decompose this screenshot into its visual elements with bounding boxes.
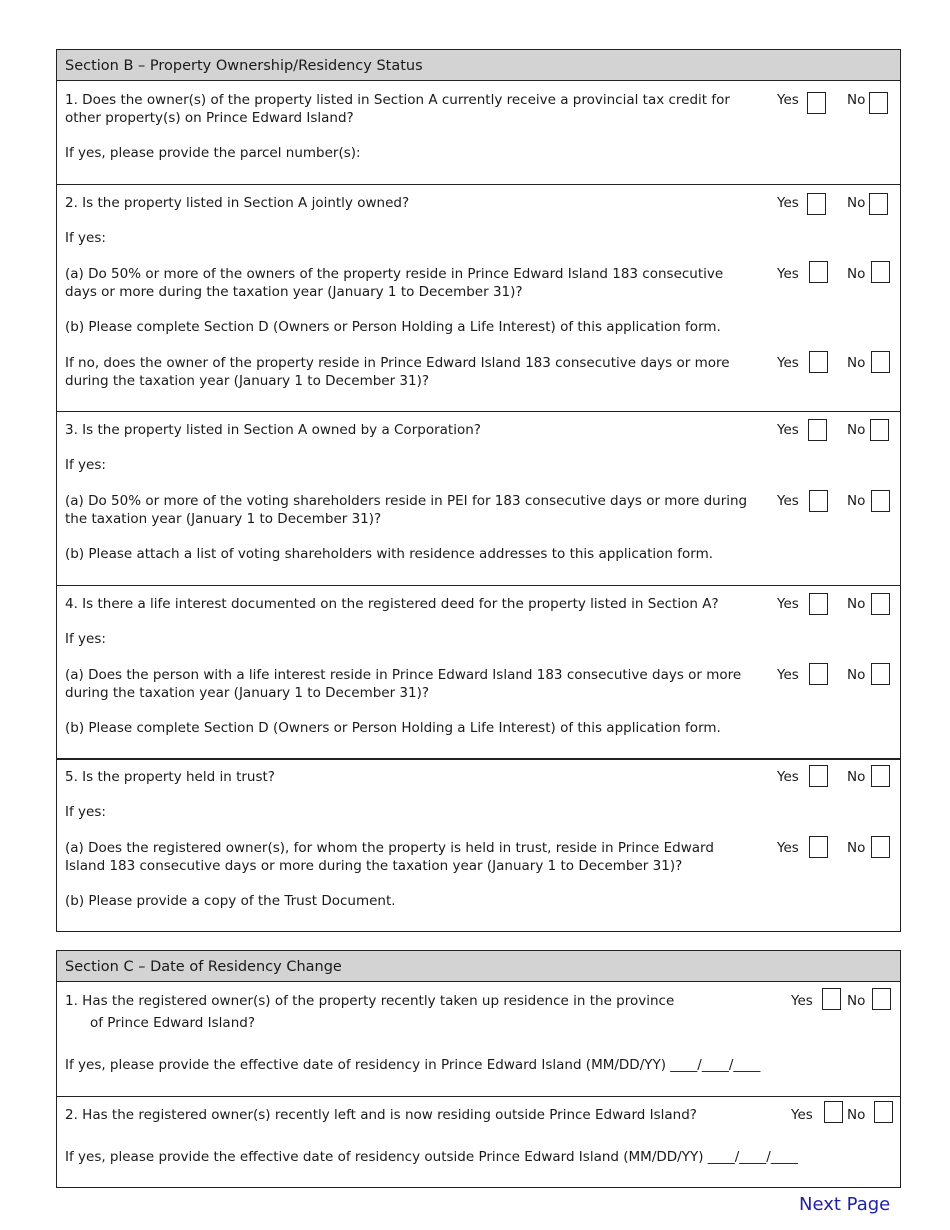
- q4a-no-label: No: [847, 667, 866, 683]
- q5a-no-checkbox[interactable]: [871, 836, 890, 858]
- q5a-no-label: No: [847, 840, 866, 856]
- q3-no-checkbox[interactable]: [870, 419, 889, 441]
- c1-text-line1: 1. Has the registered owner(s) of the property recently taken up residence in the province: [65, 993, 675, 1009]
- q4-yes-checkbox[interactable]: [809, 593, 828, 615]
- c2-text: 2. Has the registered owner(s) recently left and is now residing outside Prince Edward Island?: [65, 1107, 697, 1123]
- q2-no-text-line1: If no, does the owner of the property reside in Prince Edward Island 183 consecutive days or more: [65, 355, 730, 371]
- c1-no-label: No: [847, 993, 866, 1009]
- q3-yes-label: Yes: [777, 422, 799, 438]
- q5a-text-line2: Island 183 consecutive days or more during the taxation year (January 1 to December 31)?: [65, 858, 683, 874]
- q2-no-followup-yes-checkbox[interactable]: [809, 351, 828, 373]
- q4a-yes-label: Yes: [777, 667, 799, 683]
- q1-yes-checkbox[interactable]: [807, 92, 826, 114]
- q3b-text: (b) Please attach a list of voting shareholders with residence addresses to this application form.: [65, 546, 714, 562]
- c2-yes-checkbox[interactable]: [824, 1101, 843, 1123]
- q3-text: 3. Is the property listed in Section A owned by a Corporation?: [65, 422, 481, 438]
- q3a-no-label: No: [847, 493, 866, 509]
- q2-no-followup-no-checkbox[interactable]: [871, 351, 890, 373]
- q2-no-text-line2: during the taxation year (January 1 to December 31)?: [65, 373, 430, 389]
- q3a-no-checkbox[interactable]: [871, 490, 890, 512]
- q5a-yes-checkbox[interactable]: [809, 836, 828, 858]
- q1-yes-label: Yes: [777, 92, 799, 108]
- divider: [57, 1096, 900, 1097]
- q5-yes-checkbox[interactable]: [809, 765, 828, 787]
- c1-text-line2: of Prince Edward Island?: [90, 1015, 255, 1031]
- q2-no-followup-yes-label: Yes: [777, 355, 799, 371]
- q1-parcel-prompt: If yes, please provide the parcel number(s):: [65, 145, 361, 161]
- section-b-panel: [56, 49, 901, 759]
- q2-no-followup-no-label: No: [847, 355, 866, 371]
- q3a-text-line2: the taxation year (January 1 to December 31)?: [65, 511, 382, 527]
- q1-text-line1: 1. Does the owner(s) of the property listed in Section A currently receive a provincial tax credit for: [65, 92, 730, 108]
- q3a-text-line1: (a) Do 50% or more of the voting shareholders reside in PEI for 183 consecutive days or more during: [65, 493, 748, 509]
- q2a-text-line2: days or more during the taxation year (January 1 to December 31)?: [65, 284, 523, 300]
- q2-yes-checkbox[interactable]: [807, 193, 826, 215]
- q5-no-label: No: [847, 769, 866, 785]
- q4-yes-label: Yes: [777, 596, 799, 612]
- section-c-panel: [56, 950, 901, 1188]
- c2-no-checkbox[interactable]: [874, 1101, 893, 1123]
- q2a-yes-label: Yes: [777, 266, 799, 282]
- q2-text: 2. Is the property listed in Section A jointly owned?: [65, 195, 410, 211]
- q2-no-label: No: [847, 195, 866, 211]
- q5b-text: (b) Please provide a copy of the Trust Document.: [65, 893, 396, 909]
- section-b-header: Section B – Property Ownership/Residency Status: [57, 50, 900, 81]
- q3-if-yes: If yes:: [65, 457, 106, 473]
- q4-no-label: No: [847, 596, 866, 612]
- section-b-q5-panel: [56, 759, 901, 932]
- q1-no-label: No: [847, 92, 866, 108]
- q2a-text-line1: (a) Do 50% or more of the owners of the property reside in Prince Edward Island 183 consecutive: [65, 266, 724, 282]
- q3a-yes-label: Yes: [777, 493, 799, 509]
- q4-no-checkbox[interactable]: [871, 593, 890, 615]
- q2a-yes-checkbox[interactable]: [809, 261, 828, 283]
- q1-no-checkbox[interactable]: [869, 92, 888, 114]
- q2-if-yes: If yes:: [65, 230, 106, 246]
- q3-no-label: No: [847, 422, 866, 438]
- divider: [57, 585, 900, 586]
- q2a-no-label: No: [847, 266, 866, 282]
- q4a-text-line1: (a) Does the person with a life interest reside in Prince Edward Island 183 consecutive days or more: [65, 667, 742, 683]
- c2-date-prompt: If yes, please provide the effective date of residency outside Prince Edward Island (MM/DD/YY) ____/____/____: [65, 1149, 798, 1165]
- next-page-link[interactable]: Next Page: [799, 1194, 891, 1215]
- q2-no-checkbox[interactable]: [869, 193, 888, 215]
- q4a-text-line2: during the taxation year (January 1 to December 31)?: [65, 685, 430, 701]
- q4a-yes-checkbox[interactable]: [809, 663, 828, 685]
- q2b-text: (b) Please complete Section D (Owners or Person Holding a Life Interest) of this application form.: [65, 319, 721, 335]
- q5-if-yes: If yes:: [65, 804, 106, 820]
- section-c-header: Section C – Date of Residency Change: [57, 951, 900, 982]
- q4b-text: (b) Please complete Section D (Owners or Person Holding a Life Interest) of this application form.: [65, 720, 721, 736]
- c1-date-prompt: If yes, please provide the effective date of residency in Prince Edward Island (MM/DD/YY) ____/____/____: [65, 1057, 761, 1073]
- c1-yes-checkbox[interactable]: [822, 988, 841, 1010]
- q5-text: 5. Is the property held in trust?: [65, 769, 275, 785]
- q5-yes-label: Yes: [777, 769, 799, 785]
- c1-yes-label: Yes: [791, 993, 813, 1009]
- c2-no-label: No: [847, 1107, 866, 1123]
- q2a-no-checkbox[interactable]: [871, 261, 890, 283]
- q5a-text-line1: (a) Does the registered owner(s), for whom the property is held in trust, reside in Prince Edward: [65, 840, 714, 856]
- q5a-yes-label: Yes: [777, 840, 799, 856]
- q4-text: 4. Is there a life interest documented on the registered deed for the property listed in Section A?: [65, 596, 719, 612]
- divider: [57, 184, 900, 185]
- q4a-no-checkbox[interactable]: [871, 663, 890, 685]
- q3-yes-checkbox[interactable]: [808, 419, 827, 441]
- c1-no-checkbox[interactable]: [872, 988, 891, 1010]
- q1-text-line2: other property(s) on Prince Edward Island?: [65, 110, 354, 126]
- q5-no-checkbox[interactable]: [871, 765, 890, 787]
- q4-if-yes: If yes:: [65, 631, 106, 647]
- q2-yes-label: Yes: [777, 195, 799, 211]
- c2-yes-label: Yes: [791, 1107, 813, 1123]
- q3a-yes-checkbox[interactable]: [809, 490, 828, 512]
- divider: [57, 411, 900, 412]
